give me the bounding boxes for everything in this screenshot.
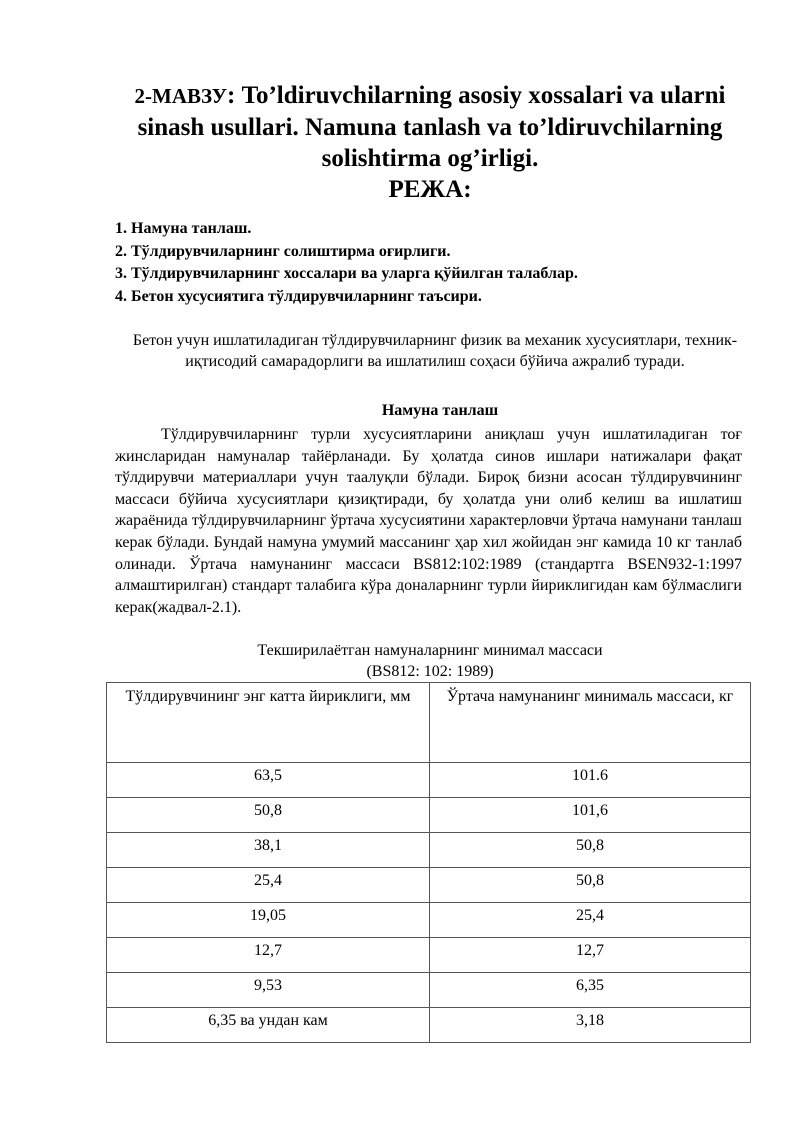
table-row [107, 833, 751, 868]
table-caption-title: Текширилаётган намуналарнинг минимал массаси [257, 642, 603, 659]
section-heading: Намуна танлаш [381, 402, 499, 419]
mass-cell: 25,4 [430, 903, 751, 938]
header-cell-size: Тўлдирувчининг энг катта йириклиги, мм [107, 683, 430, 763]
topic-number: 2-МАВЗУ [134, 84, 227, 108]
table-row [107, 868, 751, 903]
table-row [107, 798, 751, 833]
table-row [107, 973, 751, 1008]
body-paragraph: Тўлдирувчиларнинг турли хусусиятларини аниқлаш учун ишлатиладиган тоғ жинсларидан намуналар тайёрланади. Бу ҳолатда синов ишлари натижалари фақат тўлдирувчи материаллари учун таалуқли бўлади. Бироқ бизни асосан тўлдирувчининг массаси бўйича хусусиятлари қизиқтиради, бу ҳолатда уни олиб келиш ва ишлатиш жараёнида тўлдирувчиларнинг ўртача хусусиятини характерловчи ўртача намунани танлаш керак бўлади. Бундай намуна умумий массанинг ҳар хил жойидан энг камида 10 кг танлаб олинади. Ўртача намунанинг массаси BS812:102:1989 (стандартга BSEN932-1:1997 алмаштирилган) стандарт талабига кўра доналарнинг турли йириклигидан кам бўлмаслиги керак(жадвал-2.1). [115, 426, 742, 616]
mass-cell: 12,7 [430, 938, 751, 973]
topic-title: : To’ldiruvchilarning asosiy xossalari va ularni sinash usullari. Namuna tanlash va to’ldiruvchilarning solishtirma og’irligi. [137, 82, 726, 172]
size-cell: 50,8 [107, 798, 430, 833]
size-cell: 6,35 ва ундан кам [107, 1008, 430, 1043]
size-cell: 19,05 [107, 903, 430, 938]
mass-cell: 101.6 [430, 763, 751, 798]
size-cell: 38,1 [107, 833, 430, 868]
table-row [107, 938, 751, 973]
header-cell-mass: Ўртача намунанинг минималь массаси, кг [430, 683, 751, 763]
mass-table [106, 682, 751, 1043]
mass-cell: 101,6 [430, 798, 751, 833]
mass-cell: 3,18 [430, 1008, 751, 1043]
mass-cell: 50,8 [430, 833, 751, 868]
table-caption-standard: (BS812: 102: 1989) [366, 663, 494, 680]
plan-item: 4. Бетон хусусиятига тўлдирувчиларнинг таъсири. [115, 287, 482, 305]
size-cell: 9,53 [107, 973, 430, 1008]
plan-list [115, 218, 735, 308]
intro-paragraph: Бетон учун ишлатиладиган тўлдирувчиларнинг физик ва механик хусусиятлари, техник-иқтисодий самарадорлиги ва ишлатилиш соҳаси бўйича ажралиб туради. [132, 332, 738, 370]
table-row [107, 1008, 751, 1043]
table-row [107, 763, 751, 798]
mass-cell: 50,8 [430, 868, 751, 903]
document-title [100, 80, 760, 205]
size-cell: 25,4 [107, 868, 430, 903]
plan-heading: РЕЖА: [388, 176, 472, 203]
size-cell: 12,7 [107, 938, 430, 973]
mass-cell: 6,35 [430, 973, 751, 1008]
table-row [107, 903, 751, 938]
table-caption [100, 640, 760, 682]
size-cell: 63,5 [107, 763, 430, 798]
body-section [115, 424, 742, 618]
plan-item: 3. Тўлдирувчиларнинг хоссалари ва уларга қўйилган талаблар. [115, 265, 578, 282]
plan-item: 2. Тўлдирувчиларнинг солиштирма оғирлиги. [115, 242, 451, 260]
table-header-row [107, 683, 751, 763]
plan-item: 1. Намуна танлаш. [115, 220, 252, 237]
